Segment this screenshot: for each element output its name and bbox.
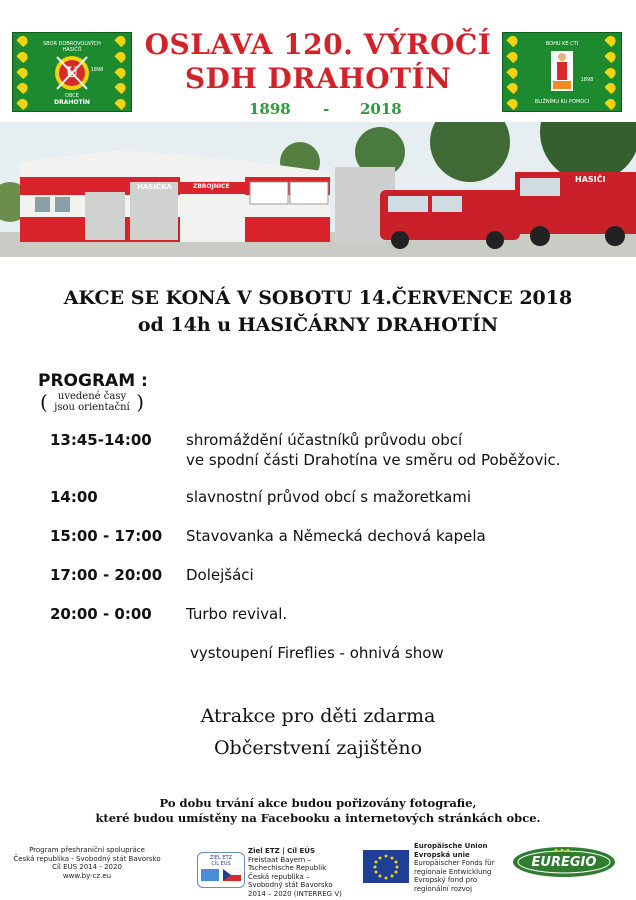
- ziel-block-line1: Ziel ETZ | Cíl EÚS: [248, 847, 316, 855]
- program-desc-3: Stavovanka a Německá dechová kapela: [186, 527, 486, 545]
- program-desc-1b: ve spodní části Drahotína ve směru od Poběžovic.: [186, 451, 561, 469]
- year-dash: -: [323, 100, 330, 118]
- left-flag-obec: OBCE: [65, 93, 79, 99]
- left-flag-name: DRAHOTÍN: [54, 99, 90, 106]
- fire-station-illustration: [0, 122, 636, 257]
- year-end: 2018: [360, 100, 402, 118]
- program-desc-2: slavnostní průvod obcí s mažoretkami: [186, 488, 472, 506]
- ziel-block-line5: Svobodný stát Bavorsko: [248, 881, 333, 889]
- program-desc-4: Dolejšáci: [186, 566, 254, 584]
- right-flag-top-text: BOHU KE CTI: [545, 41, 579, 47]
- footer-program-line3: Cíl EUS 2014 - 2020: [52, 863, 122, 871]
- program-time-4: 17:00 - 20:00: [50, 566, 163, 584]
- page-title: OSLAVA 120. VÝROČÍ: [144, 28, 492, 61]
- program-note-line2: jsou orientační: [54, 402, 130, 413]
- photo-notice-line2: které budou umístěny na Facebooku a internetových stránkách obce.: [95, 811, 541, 825]
- program-desc-1a: shromáždění účastníků průvodu obcí: [186, 431, 463, 449]
- fire-station-photo: [0, 122, 636, 257]
- announcement-line1: AKCE SE KONÁ V SOBOTU 14.ČERVENCE 2018: [63, 287, 573, 309]
- building-sign-right: ZBROJNICE: [193, 183, 230, 190]
- announcement-line2: od 14h u HASIČÁRNY DRAHOTÍN: [137, 314, 499, 336]
- left-flag-letter: U: [65, 65, 79, 81]
- year-start: 1898: [249, 100, 291, 118]
- program-note-line1: uvedené časy: [57, 391, 127, 402]
- attractions-line1: Atrakce pro děti zdarma: [200, 705, 436, 727]
- eu-block-line4: regionale Entwicklung: [414, 867, 492, 876]
- eu-flag-icon: [363, 850, 409, 883]
- eu-block-line3: Europäischer Fonds für: [414, 859, 495, 867]
- ziel-flags-icon: [201, 869, 241, 883]
- right-flag-motto: BLIŽNÍMU KU POMOCI: [534, 99, 590, 105]
- footer-ziel-block: [248, 847, 358, 898]
- ziel-block-line4: Česká republika –: [248, 872, 310, 881]
- footer-program-line1: Program přeshraniční spolupráce: [29, 846, 145, 854]
- eu-stars-icon: [363, 850, 409, 883]
- building-sign-left: HASIČKÁ: [137, 183, 172, 191]
- program-time-3: 15:00 - 17:00: [50, 527, 163, 545]
- euregio-logo: [512, 846, 616, 878]
- footer-program-link[interactable]: www.by-cz.eu: [62, 871, 112, 880]
- program-time-5: 20:00 - 0:00: [50, 605, 152, 623]
- footer-program-block: [12, 846, 162, 880]
- left-flag-top-text: SBOR DOBROVOLNÝCH HASIČŮ: [43, 41, 101, 53]
- eu-block-line2: Evropská unie: [414, 850, 470, 859]
- ziel-block-line2: Freistaat Bayern –: [248, 855, 311, 864]
- ziel-block-line6: 2014 – 2020 (INTERREG V): [248, 889, 342, 898]
- program-time-1: 13:45-14:00: [50, 431, 152, 449]
- program-desc-5: Turbo revival.: [186, 605, 288, 623]
- truck-label: HASIČI: [575, 175, 606, 184]
- program-note: ( uvedené časy jsou orientační ): [40, 390, 144, 414]
- eu-block-line1: Europäische Union: [414, 842, 488, 850]
- photo-notice-line1: Po dobu trvání akce budou pořizovány fotografie,: [159, 796, 477, 810]
- page-subtitle: SDH DRAHOTÍN: [184, 62, 452, 95]
- left-flag-year: 1898: [90, 67, 104, 73]
- eu-block-line5: Evropský fond pro: [414, 876, 478, 884]
- ziel-logo-line1: ZIEL ETZ: [209, 855, 233, 861]
- right-flag-saint-icon: [523, 37, 601, 107]
- attractions-line2: Občerstvení zajištěno: [213, 737, 423, 759]
- ziel-logo-line2: CÍL EÚS: [211, 861, 231, 867]
- program-desc-6: vystoupení Fireflies - ohnivá show: [190, 644, 444, 662]
- right-flag-year: 1898: [580, 77, 594, 83]
- eu-block-line6: regionální rozvoj: [414, 884, 473, 893]
- program-time-2: 14:00: [50, 488, 98, 506]
- ziel-etz-logo: [197, 852, 245, 888]
- left-flag-emblem: [12, 32, 132, 112]
- right-flag-emblem: [502, 32, 622, 112]
- ziel-block-line3: Tschechische Republik: [248, 864, 327, 872]
- program-heading: PROGRAM :: [38, 371, 148, 391]
- footer-eu-block: [414, 842, 510, 893]
- footer-program-line2: Česká republika - Svobodný stát Bavorsko: [13, 854, 161, 863]
- euregio-text: EUREGIO: [531, 855, 597, 870]
